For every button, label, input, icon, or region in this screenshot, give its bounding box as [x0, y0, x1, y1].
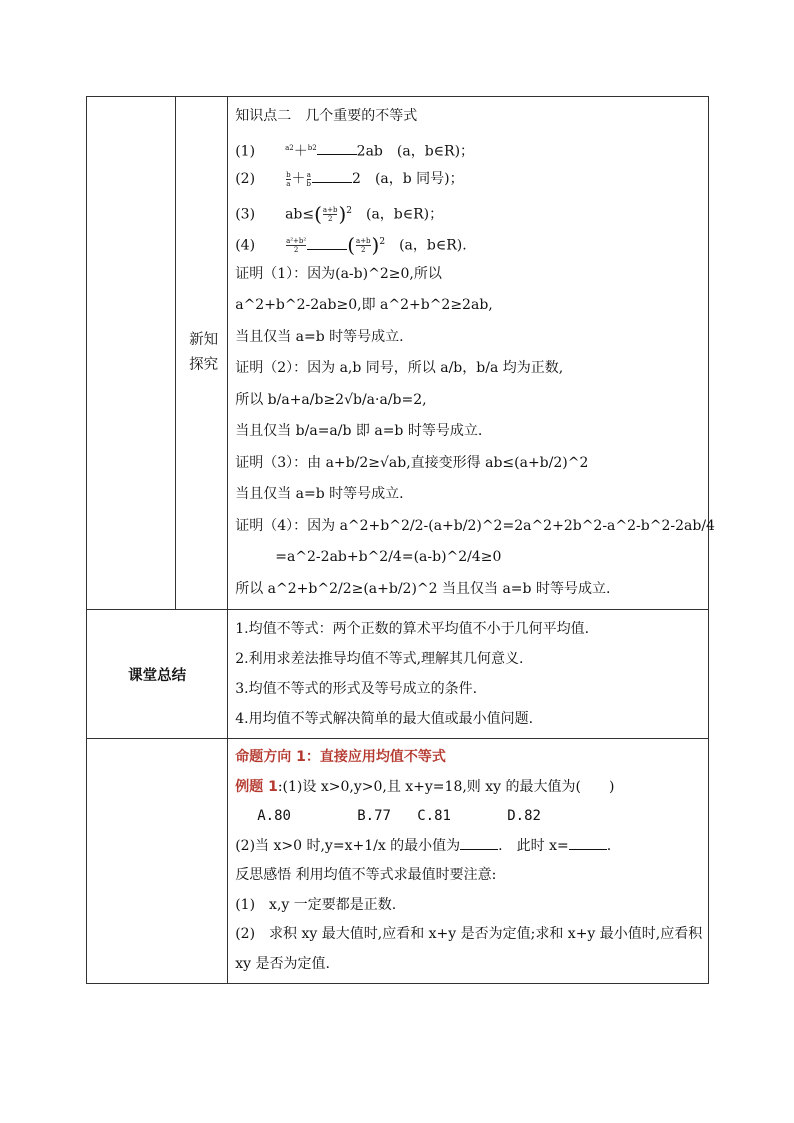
class-summary-label: 课堂总结	[87, 610, 228, 739]
example-1-question: 例题 1:(1)设 x>0,y>0,且 x+y=18,则 xy 的最大值为( )	[235, 778, 615, 795]
summary-item: 2.利用求差法推导均值不等式,理解其几何意义.	[235, 651, 524, 667]
inequality-3: (3) ab≤( $\frac{a+b}{2}$ )$^2$ (a，b∈R)；	[235, 201, 444, 226]
inequality-2: (2) $\frac{b}{a}$ ＋ $\frac{a}{b}$ 2 (a，b 同号)；	[235, 164, 702, 196]
row-examples	[87, 739, 709, 984]
new-knowledge-label: 新知 探究	[176, 97, 228, 610]
examples-label	[87, 739, 228, 984]
inequality-4: (4) $\frac{\text{a²+b²}}{2}$ ( $\frac{a+b}{2}$ )$^2$ (a，b∈R).	[235, 232, 467, 257]
summary-item: 1.均值不等式：两个正数的算术平均值不小于几何平均值.	[235, 621, 590, 637]
example-1-options	[235, 802, 702, 832]
proof-line: a^2+b^2-2ab≥0,即 a^2+b^2≥2ab,	[235, 297, 493, 313]
row1-col1	[87, 97, 176, 610]
proof-line: 证明（4）：因为 a^2+b^2/2-(a+b/2)^2=2a^2+2b^2-a^2-b^2-2ab/4	[235, 517, 715, 534]
proof-line: 所以 a^2+b^2/2≥(a+b/2)^2 当且仅当 a=b 时等号成立.	[235, 580, 611, 597]
option-b: B.77	[357, 808, 391, 824]
inequality-1: (1) $^{a2}$＋$^{b2}$ 2ab (a，b∈R)；	[235, 133, 702, 165]
proof-line: 当且仅当 a=b 时等号成立.	[235, 486, 404, 502]
option-a: A.80	[257, 808, 291, 824]
proof-line: 证明（3）：由 a+b/2≥√ab,直接变形得 ab≤(a+b/2)^2	[235, 454, 589, 471]
note-2: (2) 求积 xy 最大值时,应看和 x+y 是否为定值;求和 x+y 最小值时,应看积	[235, 926, 703, 942]
proof-line: 证明（1）：因为(a-b)^2≥0,所以	[235, 265, 442, 282]
note-1: (1) x,y 一定要都是正数.	[235, 896, 397, 913]
example-label: 例题 1	[235, 778, 278, 795]
example-1-part-2: (2)当 x>0 时,y=x+1/x 的最小值为 . 此时 x= .	[235, 832, 702, 862]
new-knowledge-content	[228, 97, 715, 610]
reflection: 反思感悟 利用均值不等式求最值时要注意:	[235, 867, 497, 883]
class-summary-content	[228, 610, 709, 739]
lesson-table	[86, 96, 715, 984]
summary-item: 4.用均值不等式解决简单的最大值或最小值问题.	[235, 711, 534, 727]
proof-line: 证明（2）：因为 a,b 同号，所以 a/b，b/a 均为正数,	[235, 360, 564, 376]
proof-line: =a^2-2ab+b^2/4=(a-b)^2/4≥0	[275, 549, 502, 565]
proof-line: 当且仅当 a=b 时等号成立.	[235, 328, 404, 345]
proof-line: 所以 b/a+a/b≥2√b/a·a/b=2,	[235, 391, 427, 408]
examples-content	[228, 739, 709, 984]
option-d: D.82	[507, 808, 541, 824]
topic-heading: 命题方向 1：直接应用均值不等式	[235, 749, 446, 765]
summary-item: 3.均值不等式的形式及等号成立的条件.	[235, 681, 478, 697]
proof-line: 当且仅当 b/a=a/b 即 a=b 时等号成立.	[235, 423, 483, 439]
knowledge-point-title: 知识点二 几个重要的不等式	[235, 108, 418, 124]
note-2-continued: xy 是否为定值.	[235, 955, 330, 972]
row-class-summary	[87, 610, 709, 739]
row-new-knowledge	[87, 97, 709, 610]
option-c: C.81	[417, 808, 451, 824]
